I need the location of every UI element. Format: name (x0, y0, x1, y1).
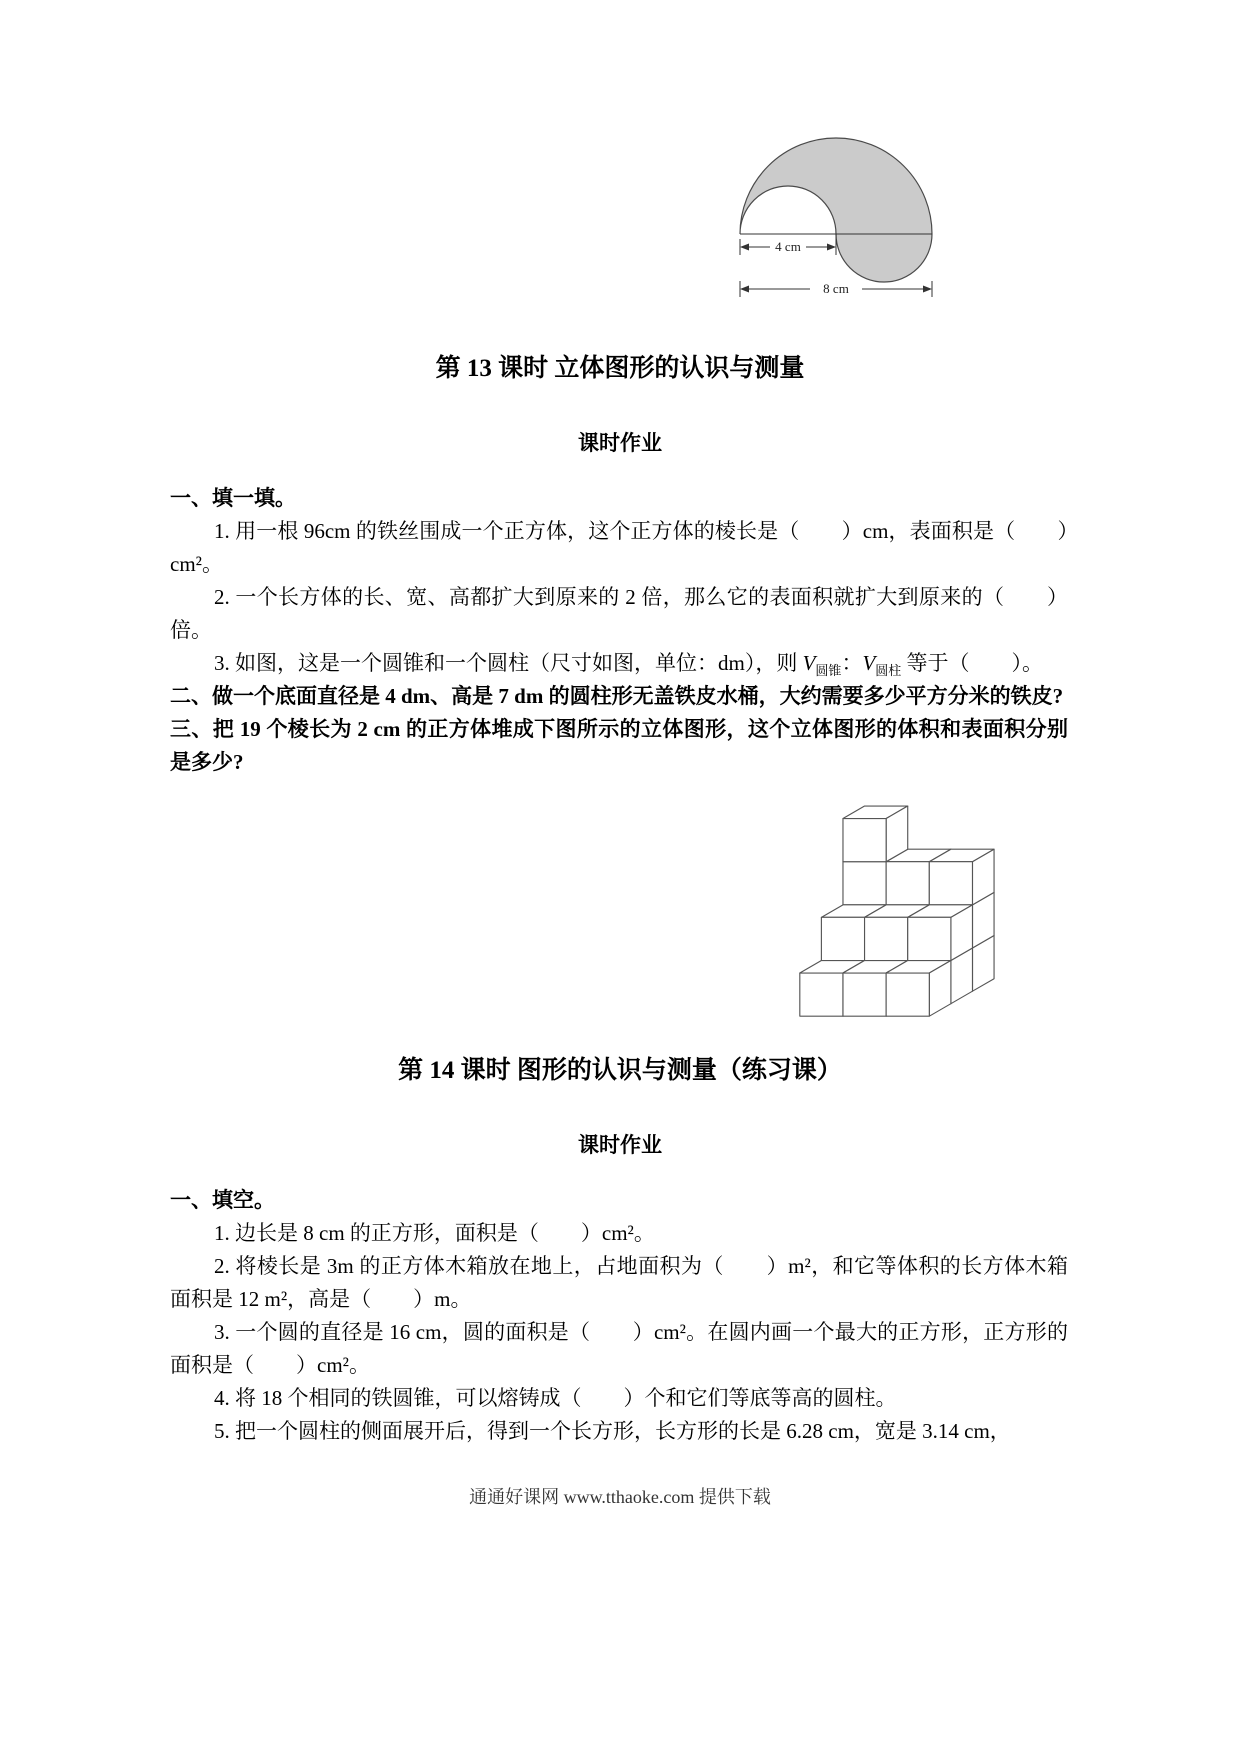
cubes-stack-group (800, 806, 994, 1016)
lesson13-title: 第 13 课时 立体图形的认识与测量 (435, 355, 805, 382)
dim-4cm (740, 234, 836, 255)
cubes-figure (0, 789, 1000, 1028)
cube-face (843, 819, 886, 862)
cube-face (908, 917, 951, 960)
l13-section1-heading: 一、填一填。 (170, 486, 296, 510)
circles-figure (0, 0, 1240, 306)
dim-8cm-label: 8 cm (823, 281, 849, 296)
l13-q3-sub-cylinder: 圆柱 (875, 663, 902, 679)
l13-section2-heading: 二、做一个底面直径是 4 dm、高是 7 dm 的圆柱形无盖铁皮水桶，大约需要多少平方分米的铁皮? (170, 684, 1064, 708)
cube-face (843, 862, 886, 905)
lesson13-homework-label: 课时作业 (578, 431, 662, 455)
cube-face (886, 862, 929, 905)
l13-q3 (170, 647, 1068, 680)
l14-q2: 2. 将棱长是 3m 的正方体木箱放在地上，占地面积为（ ）m²，和它等体积的长方体木箱面积是 12 m²，高是（ ）m。 (170, 1254, 1068, 1311)
lesson14-title: 第 14 课时 图形的认识与测量（练习课） (398, 1057, 842, 1084)
lesson14-homework-label: 课时作业 (578, 1133, 662, 1157)
l13-q3-sub-cone: 圆锥 (815, 663, 842, 679)
dim-4cm-label: 4 cm (775, 239, 801, 254)
shaded-shape (740, 138, 932, 282)
l13-q3-v-cylinder: V (862, 651, 876, 675)
cube-face (865, 917, 908, 960)
circles-figure-svg (728, 134, 944, 306)
cube-face (886, 973, 929, 1016)
l13-q3-post: 等于（ ）。 (901, 651, 1044, 675)
l14-section-heading: 一、填空。 (170, 1188, 275, 1212)
l14-q3: 3. 一个圆的直径是 16 cm，圆的面积是（ ）cm²。在圆内画一个最大的正方形，正方形的面积是（ ）cm²。 (170, 1320, 1068, 1377)
l14-q1: 1. 边长是 8 cm 的正方形，面积是（ ）cm²。 (214, 1221, 655, 1245)
dim-8cm (740, 281, 932, 297)
cube-face (800, 973, 843, 1016)
l13-section3-heading: 三、把 19 个棱长为 2 cm 的正方体堆成下图所示的立体图形，这个立体图形的体积和表面积分别是多少? (170, 717, 1068, 774)
cube-face (929, 862, 972, 905)
l13-q3-v-cone: V (802, 651, 816, 675)
lesson13-content (0, 482, 1240, 779)
l13-q3-colon: ： (841, 651, 863, 675)
l13-q3-pre: 3. 如图，这是一个圆锥和一个圆柱（尺寸如图，单位：dm），则 (214, 651, 803, 675)
l13-q1: 1. 用一根 96cm 的铁丝围成一个正方体，这个正方体的棱长是（ ）cm，表面积是（ ）cm²。 (170, 519, 1068, 576)
cube-face (843, 973, 886, 1016)
page-footer: 通通好课网 www.tthaoke.com 提供下载 (469, 1487, 771, 1507)
lesson14-content (0, 1184, 1240, 1448)
l13-q2: 2. 一个长方体的长、宽、高都扩大到原来的 2 倍，那么它的表面积就扩大到原来的（ ）倍。 (170, 585, 1068, 642)
l14-q5: 5. 把一个圆柱的侧面展开后，得到一个长方形，长方形的长是 6.28 cm，宽是 3.14 cm， (214, 1419, 1011, 1443)
l14-q4: 4. 将 18 个相同的铁圆锥，可以熔铸成（ ）个和它们等底等高的圆柱。 (214, 1386, 897, 1410)
cube-face (821, 917, 864, 960)
cubes-figure-svg (795, 789, 1000, 1023)
